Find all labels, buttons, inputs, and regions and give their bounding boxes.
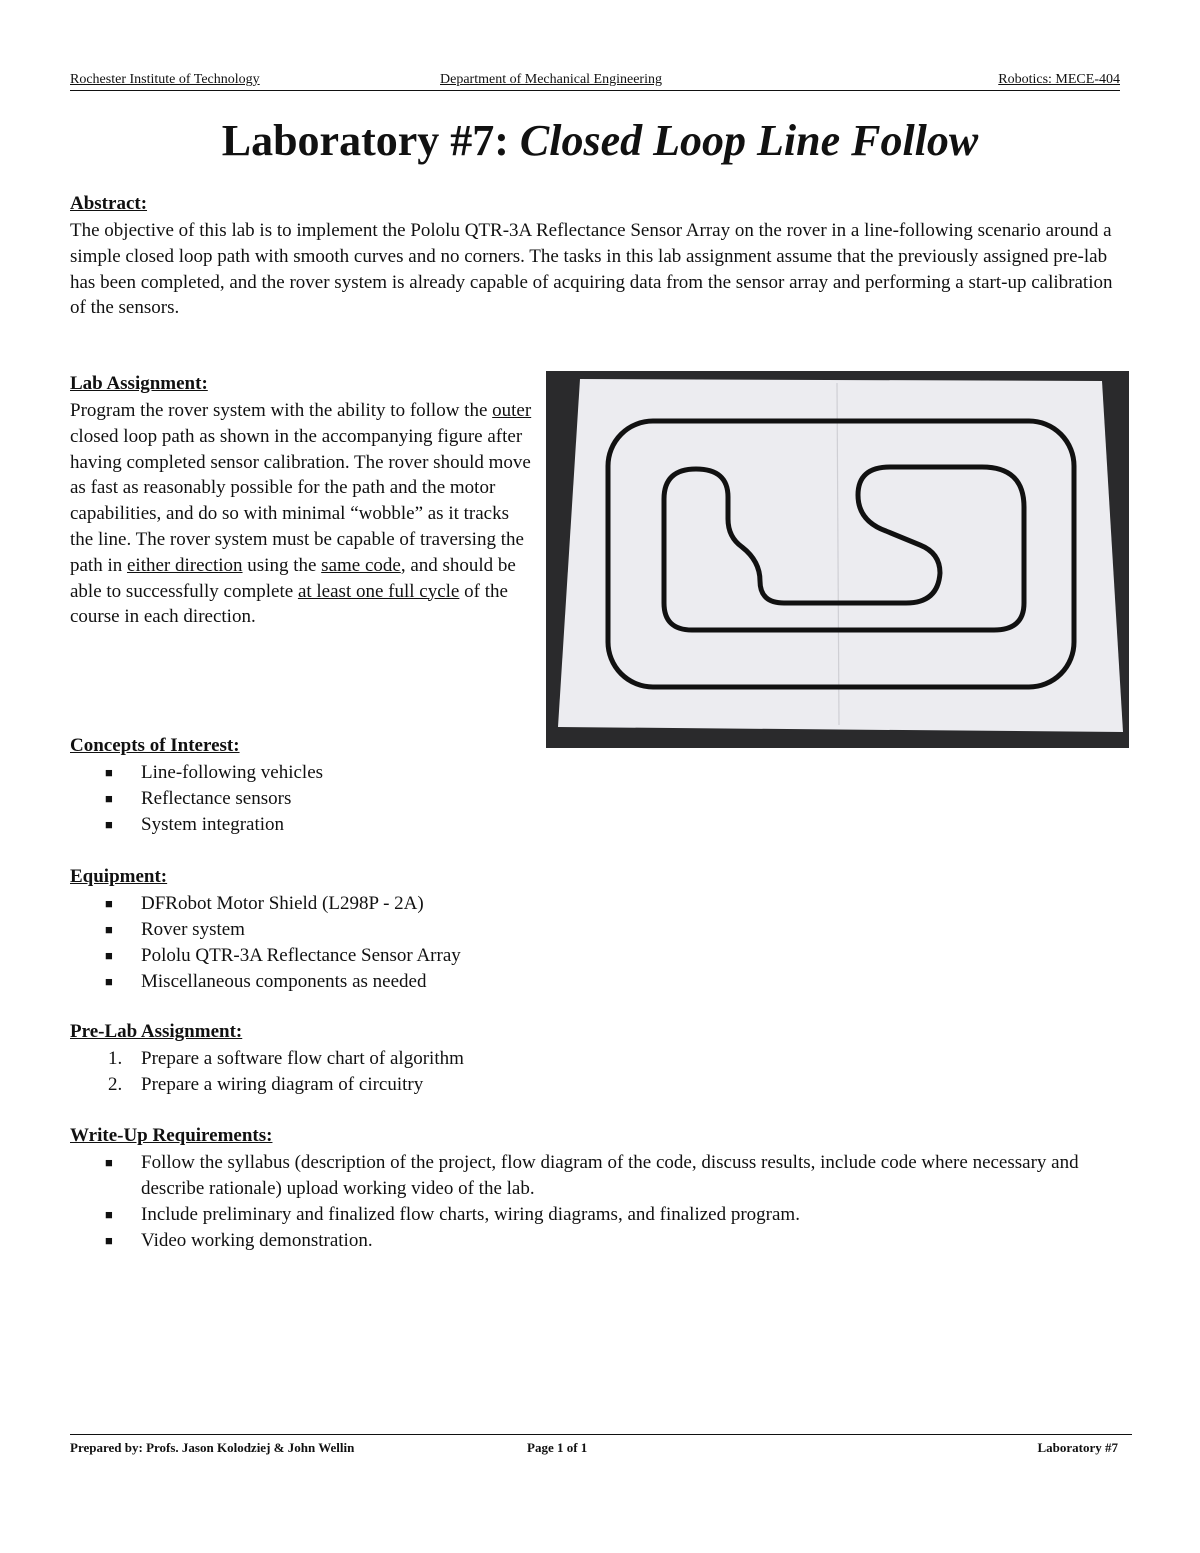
bullet-icon: ■ bbox=[105, 817, 113, 832]
equipment-list bbox=[70, 891, 461, 995]
list-item bbox=[70, 760, 323, 786]
bullet-icon: ■ bbox=[105, 1233, 113, 1248]
list-item-text: Prepare a software flow chart of algorithm bbox=[141, 1048, 464, 1069]
header-department: Department of Mechanical Engineering bbox=[440, 72, 662, 87]
paper-sheet bbox=[558, 379, 1123, 732]
list-item-text: Line-following vehicles bbox=[141, 762, 324, 783]
list-item bbox=[70, 917, 461, 943]
list-item bbox=[70, 1072, 464, 1098]
concepts-list bbox=[70, 760, 323, 838]
list-item-text: Include preliminary and finalized flow charts, wiring diagrams, and finalized program. bbox=[141, 1204, 800, 1225]
list-item bbox=[70, 969, 461, 995]
list-item-text: DFRobot Motor Shield (L298P - 2A) bbox=[141, 893, 424, 914]
page-header bbox=[70, 72, 1120, 91]
lab-text-part: using the bbox=[242, 554, 322, 576]
list-item bbox=[70, 1202, 1132, 1228]
list-item bbox=[70, 1150, 1132, 1202]
lab-text-part: , and should be able to successfully complete bbox=[70, 554, 516, 602]
title-prefix: Laboratory #7: bbox=[221, 116, 520, 165]
lab-text-underline: outer bbox=[492, 400, 532, 421]
footer-page-number: Page 1 of 1 bbox=[527, 1440, 588, 1455]
list-item-text: Rover system bbox=[141, 919, 245, 940]
lab-text-underline: either direction bbox=[127, 554, 243, 576]
bullet-icon: ■ bbox=[105, 791, 113, 806]
lab-text-underline: same code bbox=[321, 554, 401, 576]
lab-assignment-text bbox=[70, 398, 532, 630]
list-item-text: System integration bbox=[141, 814, 285, 835]
lab-text-part: of the course in each direction. bbox=[70, 580, 508, 628]
list-item-text: Prepare a wiring diagram of circuitry bbox=[141, 1074, 424, 1095]
list-item-text: Pololu QTR-3A Reflectance Sensor Array bbox=[141, 945, 461, 966]
list-item bbox=[70, 786, 323, 812]
prelab-list bbox=[70, 1046, 464, 1098]
header-course: Robotics: MECE-404 bbox=[998, 72, 1120, 87]
list-number: 2. bbox=[108, 1074, 123, 1095]
bullet-icon: ■ bbox=[105, 1155, 113, 1170]
bullet-icon: ■ bbox=[105, 896, 113, 911]
footer-lab-number: Laboratory #7 bbox=[1037, 1440, 1118, 1455]
page-title bbox=[0, 115, 1200, 166]
bullet-icon: ■ bbox=[105, 1207, 113, 1222]
bullet-icon: ■ bbox=[105, 765, 113, 780]
header-institution: Rochester Institute of Technology bbox=[70, 72, 260, 87]
lab-text-part: closed loop path as shown in the accompanying figure after having completed sensor calibration. The rover should move as fast as reasonably possible for the path and the motor capabilities, and do so with minimal “wobble” as it tracks the line. The rover system must be capable of traversing the path in bbox=[70, 425, 531, 576]
equipment-heading: Equipment: bbox=[70, 866, 168, 887]
list-item-text: Miscellaneous components as needed bbox=[141, 971, 427, 992]
writeup-list bbox=[70, 1150, 1132, 1254]
list-item bbox=[70, 943, 461, 969]
list-item bbox=[70, 812, 323, 838]
title-italic: Closed Loop Line Follow bbox=[519, 116, 979, 165]
lab-text-part: Program the rover system with the ability to follow the bbox=[70, 400, 493, 421]
list-item-text: Follow the syllabus (description of the project, flow diagram of the code, discuss results, include code where necessary and describe rationale) upload working video of the lab. bbox=[141, 1152, 1079, 1199]
writeup-heading: Write-Up Requirements: bbox=[70, 1125, 273, 1146]
page-footer bbox=[70, 1434, 1132, 1455]
list-number: 1. bbox=[108, 1048, 123, 1069]
bullet-icon: ■ bbox=[105, 948, 113, 963]
list-item bbox=[70, 1228, 1132, 1254]
list-item bbox=[70, 891, 461, 917]
concepts-heading: Concepts of Interest: bbox=[70, 735, 240, 756]
footer-prepared-by: Prepared by: Profs. Jason Kolodziej & John Wellin bbox=[70, 1440, 355, 1455]
list-item-text: Video working demonstration. bbox=[141, 1230, 373, 1251]
abstract-text: The objective of this lab is to implement the Pololu QTR-3A Reflectance Sensor Array on the rover in a line-following scenario around a simple closed loop path with smooth curves and no corners. The tasks in this lab assignment assume that the previously assigned pre-lab has been completed, and the rover system is already capable of acquiring data from the sensor array and performing a start-up calibration of the sensors. bbox=[70, 220, 1113, 319]
bullet-icon: ■ bbox=[105, 974, 113, 989]
list-item bbox=[70, 1046, 464, 1072]
prelab-heading: Pre-Lab Assignment: bbox=[70, 1021, 243, 1042]
bullet-icon: ■ bbox=[105, 922, 113, 937]
abstract-heading: Abstract: bbox=[70, 193, 148, 214]
track-photo bbox=[546, 371, 1129, 748]
lab-text-underline: at least one full cycle bbox=[297, 580, 460, 602]
lab-assignment-heading: Lab Assignment: bbox=[70, 373, 208, 394]
list-item-text: Reflectance sensors bbox=[141, 788, 292, 809]
